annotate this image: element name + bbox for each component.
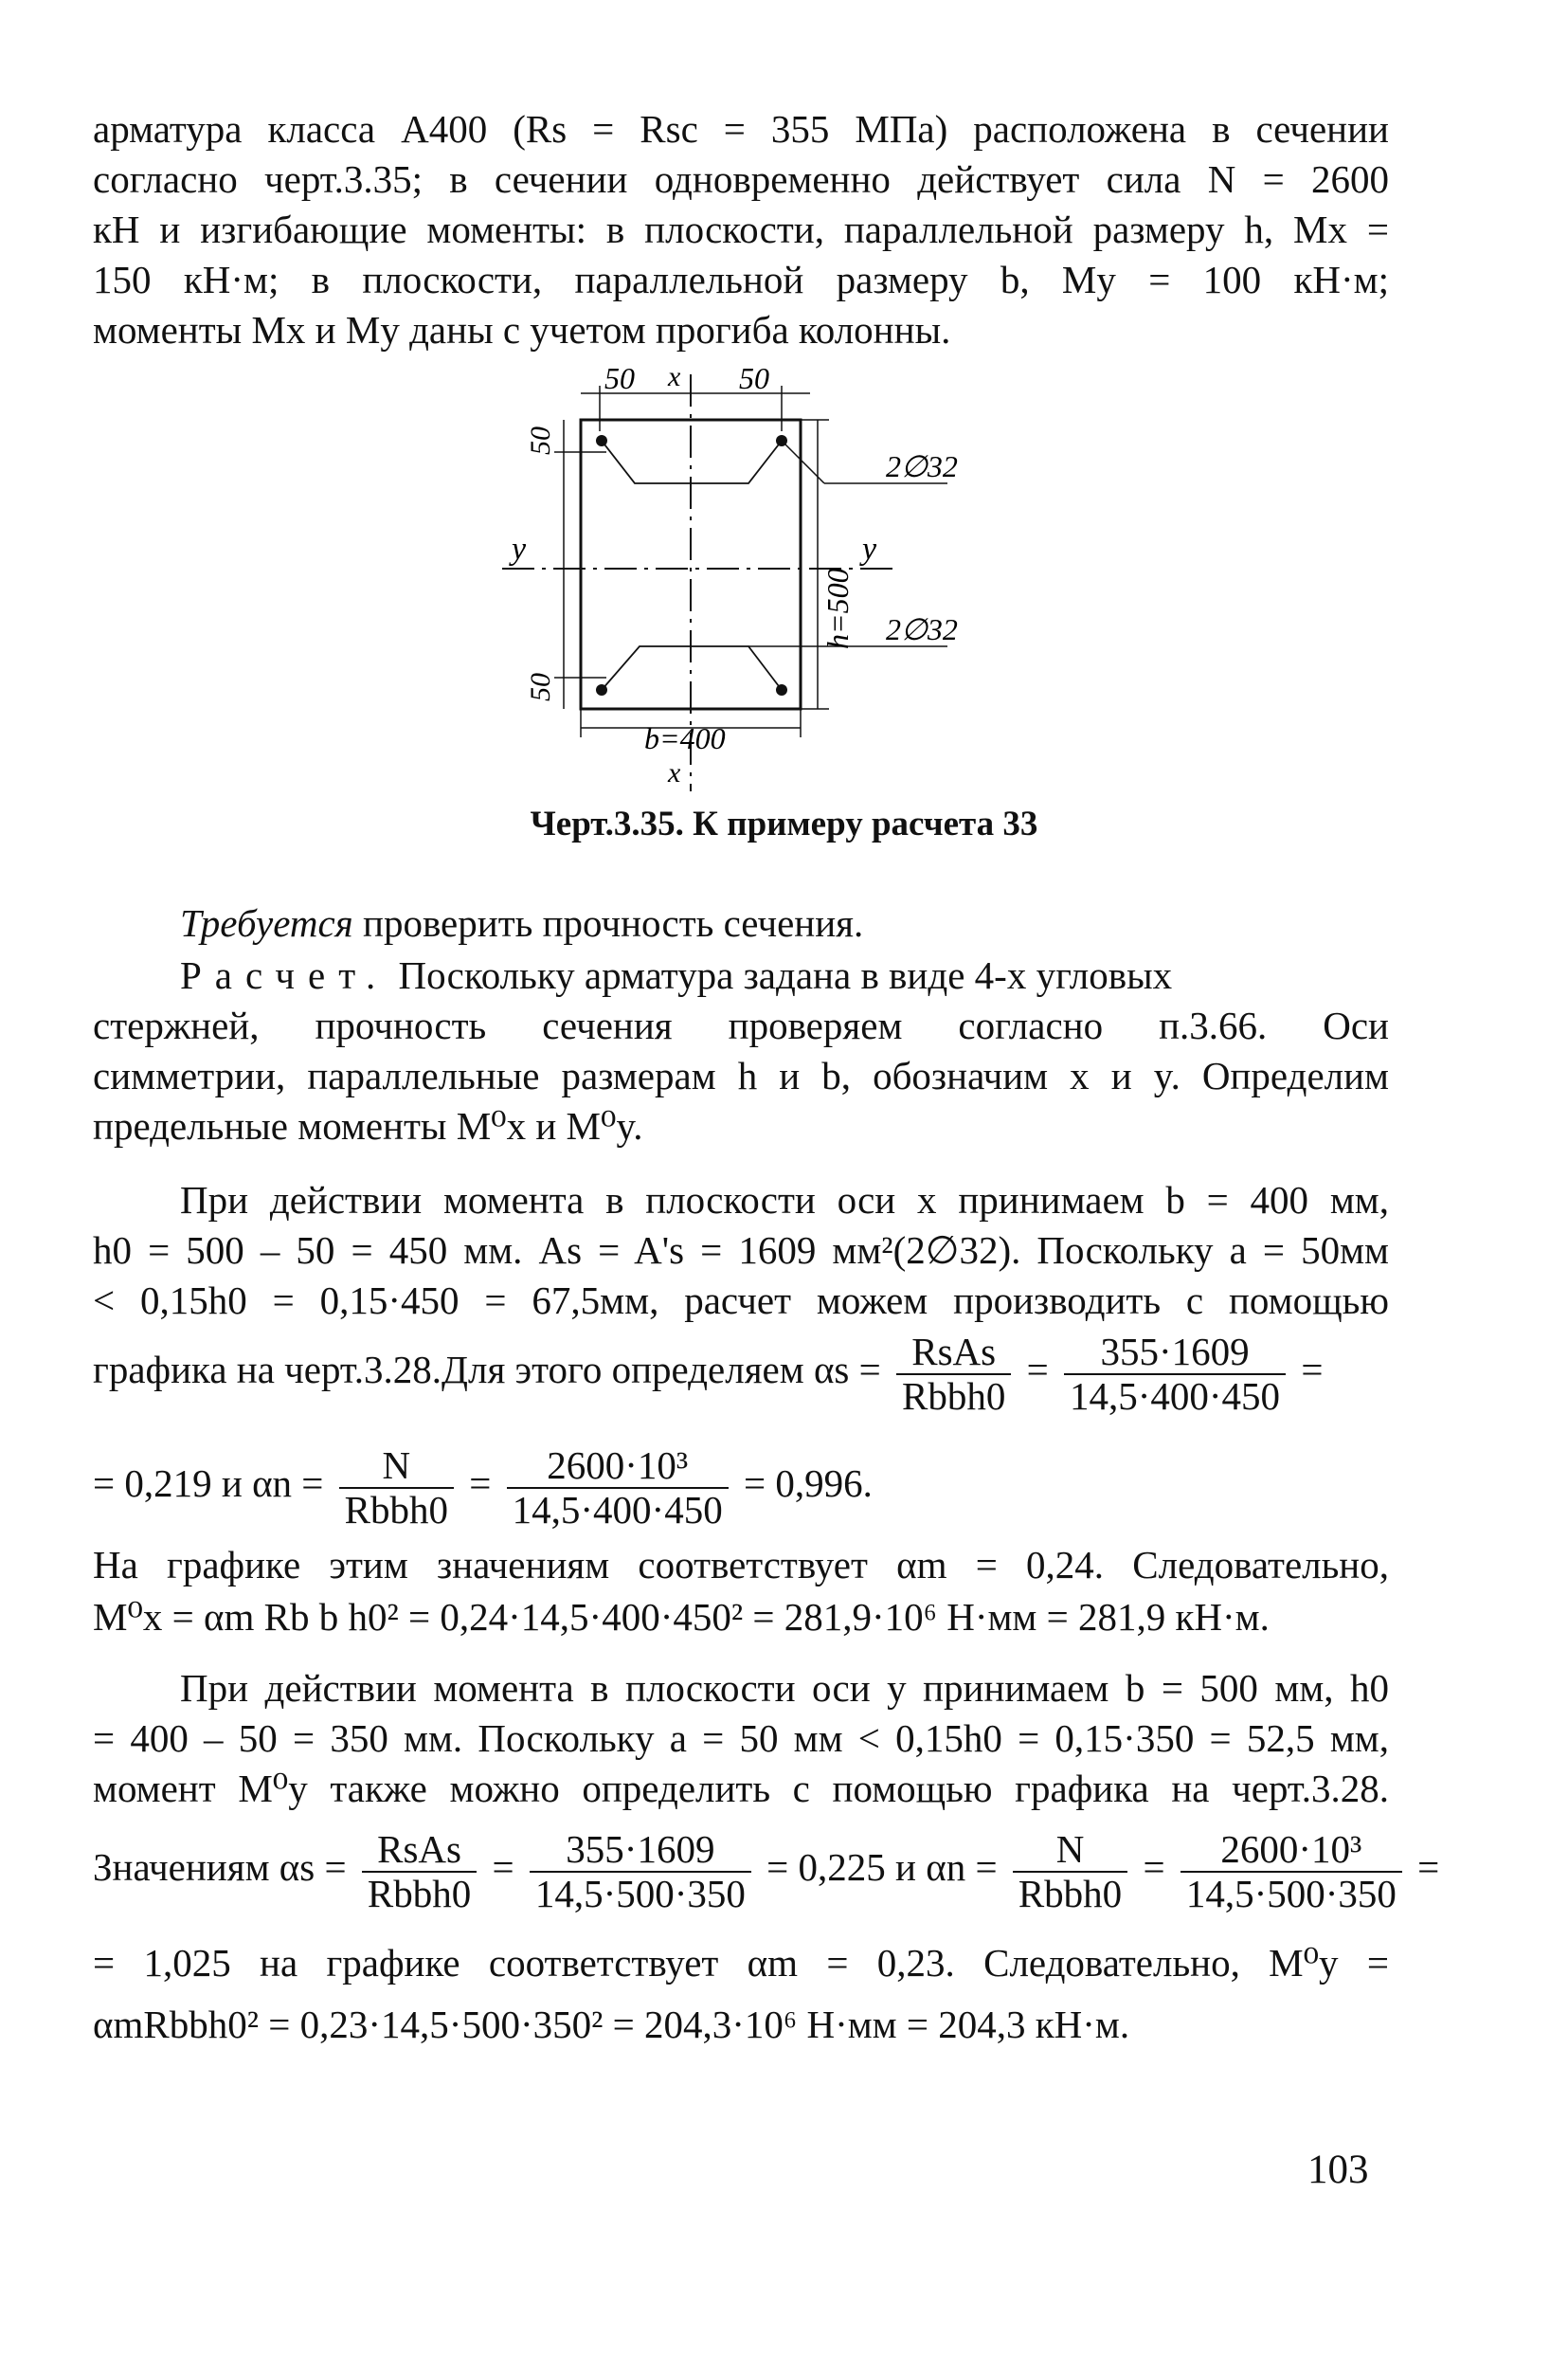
p2-line-4-text: графика на черт.3.28.Для этого определяем αs = bbox=[93, 1348, 881, 1391]
p2-line-1: При действии момента в плоскости оси x принимаем b = 400 мм, bbox=[180, 1178, 1389, 1222]
calc-line-3: симметрии, параллельные размерам h и b, обозначим x и y. Определим bbox=[93, 1054, 1389, 1097]
formula-alpha-s-values-num: 355·1609 bbox=[1064, 1331, 1286, 1375]
intro-line-3: кН и изгибающие моменты: в плоскости, параллельной размеру h, Mx = bbox=[93, 208, 1389, 251]
eq-sign-6: = bbox=[1417, 1845, 1440, 1889]
dim-top-right: 50 bbox=[739, 365, 769, 395]
formula-alpha-s-values bbox=[1064, 1331, 1286, 1418]
rebar-bottom-label: 2∅32 bbox=[886, 612, 958, 646]
p4-line-2: = 400 – 50 = 350 мм. Поскольку a = 50 мм < 0,15h0 = 0,15·350 = 52,5 мм, bbox=[93, 1716, 1389, 1760]
axis-x-label-bottom: x bbox=[668, 757, 681, 789]
axis-y-label-left: y bbox=[512, 532, 527, 567]
p2-line-2: h0 = 500 – 50 = 450 мм. As = A's = 1609 мм²(2∅32). Поскольку a = 50мм bbox=[93, 1228, 1389, 1272]
intro-line-1: арматура класса А400 (Rs = Rsc = 355 МПа) расположена в сечении bbox=[93, 107, 1389, 151]
formula-y-alpha-s-values-den: 14,5·500·350 bbox=[534, 1871, 746, 1915]
p4-line-1: При действии момента в плоскости оси y принимаем b = 500 мм, h0 bbox=[180, 1666, 1389, 1710]
formula-y-alpha-n-values-num: 2600·10³ bbox=[1181, 1828, 1402, 1873]
p4-line-4-a: Значениям αs = bbox=[93, 1845, 347, 1889]
formula-alpha-s-num: RsAs bbox=[896, 1331, 1011, 1375]
p2-line-5-a: = 0,219 и αn = bbox=[93, 1461, 324, 1505]
p2-line-4 bbox=[93, 1327, 1389, 1418]
p4-line-4 bbox=[93, 1824, 1440, 1915]
dim-top-left: 50 bbox=[604, 365, 635, 395]
p2-line-5 bbox=[93, 1441, 1389, 1532]
axis-y-label-right: y bbox=[862, 532, 877, 567]
formula-y-alpha-s-values bbox=[530, 1828, 751, 1915]
formula-y-alpha-n bbox=[1013, 1828, 1127, 1915]
p4-line-5: = 1,025 на графике соответствует αm = 0,23. Следовательно, M⁰y = bbox=[93, 1941, 1389, 1985]
intro-line-4: 150 кН·м; в плоскости, параллельной размеру b, My = 100 кН·м; bbox=[93, 258, 1389, 301]
formula-alpha-s-den: Rbbh0 bbox=[902, 1373, 1006, 1418]
requirement-rest: проверить прочность сечения. bbox=[352, 901, 864, 945]
formula-y-alpha-n-values-den: 14,5·500·350 bbox=[1185, 1871, 1397, 1915]
formula-alpha-n-values-den: 14,5·400·450 bbox=[512, 1487, 723, 1532]
p3-line-2: M⁰x = αm Rb b h0² = 0,24·14,5·400·450² = 281,9·10⁶ Н·мм = 281,9 кН·м. bbox=[93, 1595, 1270, 1639]
eq-sign-1: = bbox=[1026, 1348, 1049, 1391]
p4-line-3: момент M⁰y также можно определить с помощью графика на черт.3.28. bbox=[93, 1767, 1389, 1810]
figure-caption: Черт.3.35. К примеру расчета 33 bbox=[530, 805, 1038, 843]
calc-line-1-text: Поскольку арматура задана в виде 4-х угловых bbox=[398, 953, 1173, 997]
formula-alpha-n-num: N bbox=[339, 1444, 454, 1489]
p4-line-6: αmRbbh0² = 0,23·14,5·500·350² = 204,3·10⁶ Н·мм = 204,3 кН·м. bbox=[93, 2003, 1130, 2046]
page-number: 103 bbox=[1307, 2148, 1369, 2192]
intro-line-2: согласно черт.3.35; в сечении одновременно действует сила N = 2600 bbox=[93, 157, 1389, 201]
formula-alpha-n-values bbox=[507, 1444, 729, 1532]
dim-side-top: 50 bbox=[525, 426, 556, 455]
formula-y-alpha-s-num: RsAs bbox=[362, 1828, 477, 1873]
p4-line-4-b: = 0,225 и αn = bbox=[766, 1845, 998, 1889]
formula-alpha-s-values-den: 14,5·400·450 bbox=[1070, 1373, 1281, 1418]
formula-y-alpha-s-values-num: 355·1609 bbox=[530, 1828, 751, 1873]
formula-y-alpha-s bbox=[362, 1828, 477, 1915]
requirement-line bbox=[180, 898, 1389, 948]
formula-alpha-s bbox=[896, 1331, 1011, 1418]
p2-line-5-b: = 0,996. bbox=[743, 1461, 873, 1505]
eq-sign-4: = bbox=[492, 1845, 514, 1889]
formula-alpha-n-den: Rbbh0 bbox=[344, 1487, 449, 1532]
rebar-top-label: 2∅32 bbox=[886, 449, 958, 483]
requirement-italic: Требуется bbox=[180, 901, 353, 945]
dim-b: b=400 bbox=[644, 721, 726, 755]
eq-sign-2: = bbox=[1301, 1348, 1324, 1391]
formula-alpha-n-values-num: 2600·10³ bbox=[507, 1444, 729, 1489]
dim-h: h=500 bbox=[820, 568, 855, 649]
calc-line-2: стержней, прочность сечения проверяем согласно п.3.66. Оси bbox=[93, 1004, 1389, 1047]
formula-y-alpha-n-den: Rbbh0 bbox=[1018, 1871, 1123, 1915]
intro-line-5: моменты Mx и My даны с учетом прогиба колонны. bbox=[93, 308, 951, 352]
formula-alpha-n bbox=[339, 1444, 454, 1532]
calc-line-1 bbox=[180, 951, 1389, 1000]
formula-y-alpha-s-den: Rbbh0 bbox=[367, 1871, 472, 1915]
calc-line-4: предельные моменты M⁰x и M⁰y. bbox=[93, 1104, 643, 1148]
p3-line-1: На графике этим значениям соответствует αm = 0,24. Следовательно, bbox=[93, 1543, 1389, 1586]
dim-side-bottom: 50 bbox=[525, 673, 556, 701]
eq-sign-5: = bbox=[1143, 1845, 1165, 1889]
axis-x-label-top: x bbox=[668, 365, 681, 392]
p2-line-3: < 0,15h0 = 0,15·450 = 67,5мм, расчет можем производить с помощью bbox=[93, 1278, 1389, 1322]
section-figure bbox=[455, 365, 1023, 791]
formula-y-alpha-n-values bbox=[1181, 1828, 1402, 1915]
calc-word: Расчет. bbox=[180, 953, 389, 997]
section-outline bbox=[581, 420, 801, 709]
formula-y-alpha-n-num: N bbox=[1013, 1828, 1127, 1873]
eq-sign-3: = bbox=[469, 1461, 492, 1505]
